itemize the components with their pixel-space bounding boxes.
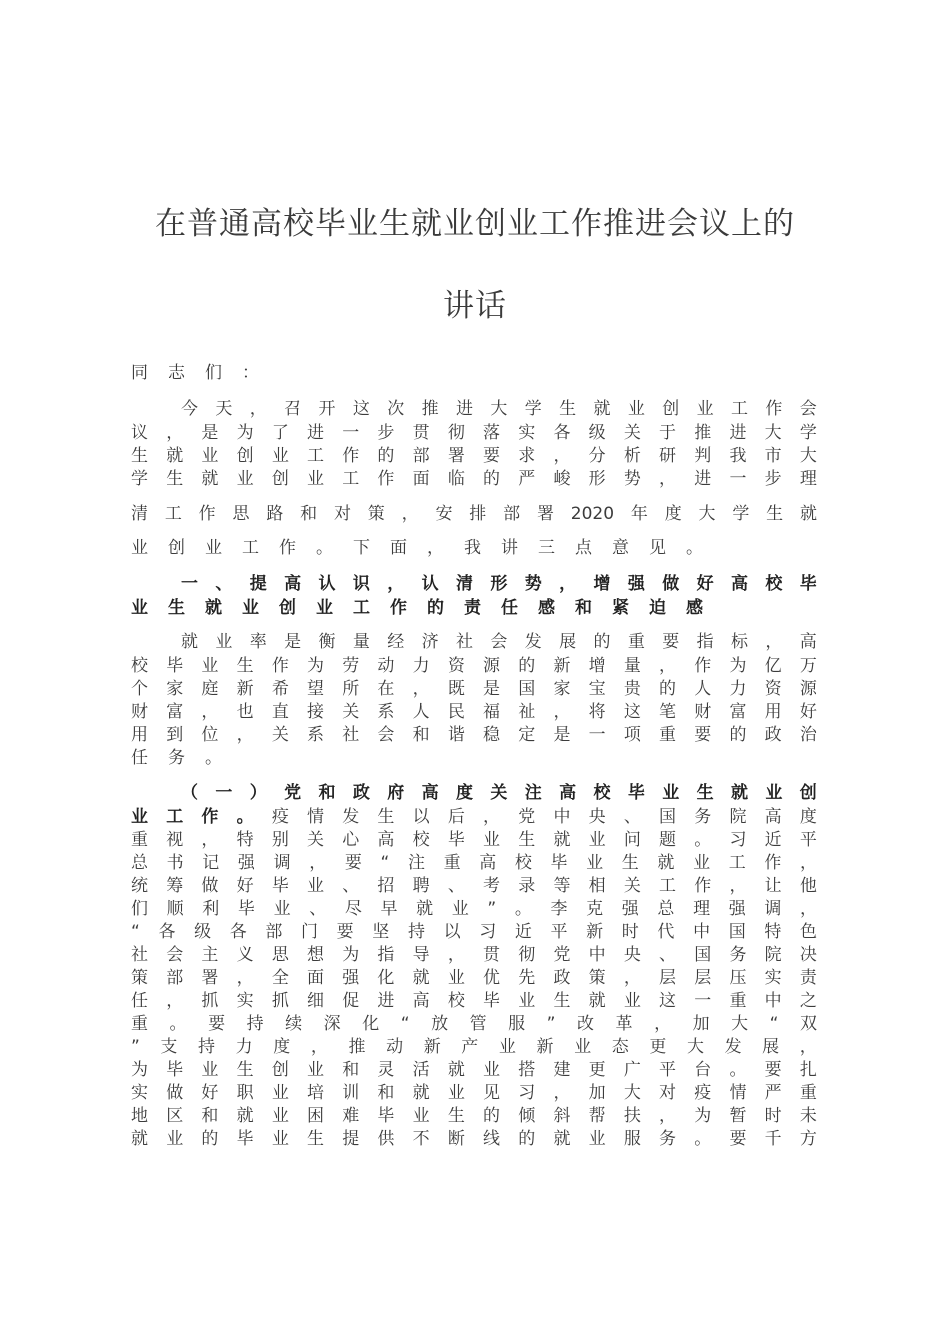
text-line: 业 生 就 业 创 业 工 作 的 责 任 感 和 紧 迫 感 — [131, 598, 703, 618]
text-line: 统 筹 做 好 毕 业 、 招 聘 、 考 录 等 相 关 工 作 ， 让 他 — [131, 876, 817, 896]
text-line: 任 ， 抓 实 抓 细 促 进 高 校 毕 业 生 就 业 这 一 重 中 之 — [131, 991, 817, 1011]
text-line: 策 部 署 ， 全 面 强 化 就 业 优 先 政 策 ， 层 层 压 实 责 — [131, 968, 817, 988]
document-title-line-2: 讲话 — [443, 288, 507, 324]
text-line: 业 创 业 工 作 。 下 面 ， 我 讲 三 点 意 见 。 — [131, 538, 703, 558]
text-line: 重 视 ， 特 别 关 心 高 校 毕 业 生 就 业 问 题 。 习 近 平 — [131, 830, 817, 850]
text-line: 为 毕 业 生 创 业 和 灵 活 就 业 搭 建 更 广 平 台 。 要 扎 — [131, 1060, 817, 1080]
text-line: 议 ， 是 为 了 进 一 步 贯 彻 落 实 各 级 关 于 推 进 大 学 — [131, 423, 817, 443]
text-line: 们 顺 利 毕 业 、 尽 早 就 业 ” 。 李 克 强 总 理 强 调 ， — [131, 899, 817, 919]
text-line: 就 业 率 是 衡 量 经 济 社 会 发 展 的 重 要 指 标 ， 高 — [181, 632, 817, 652]
text-line: 业 工 作 。 疫 情 发 生 以 后 ， 党 中 央 、 国 务 院 高 度 — [131, 807, 817, 827]
text-line: 今 天 ， 召 开 这 次 推 进 大 学 生 就 业 创 业 工 作 会 — [181, 399, 817, 419]
text-line: （ 一 ） 党 和 政 府 高 度 关 注 高 校 毕 业 生 就 业 创 — [181, 783, 817, 803]
text-line: “ 各 级 各 部 门 要 坚 持 以 习 近 平 新 时 代 中 国 特 色 — [131, 922, 817, 942]
text-line: ” 支 持 力 度 ， 推 动 新 产 业 新 业 态 更 大 发 展 ， — [131, 1037, 817, 1057]
text-line: 同 志 们 ： — [131, 363, 259, 383]
text-line: 学 生 就 业 创 业 工 作 面 临 的 严 峻 形 势 ， 进 一 步 理 — [131, 469, 817, 489]
text-line: 就 业 的 毕 业 生 提 供 不 断 线 的 就 业 服 务 。 要 千 方 — [131, 1129, 817, 1149]
text-line: 生 就 业 创 业 工 作 的 部 署 要 求 ， 分 析 研 判 我 市 大 — [131, 446, 817, 466]
text-line: 财 富 ， 也 直 接 关 系 人 民 福 祉 ， 将 这 笔 财 富 用 好 — [131, 702, 817, 722]
text-line: 社 会 主 义 思 想 为 指 导 ， 贯 彻 党 中 央 、 国 务 院 决 — [131, 945, 817, 965]
text-line: 个 家 庭 新 希 望 所 在 ， 既 是 国 家 宝 贵 的 人 力 资 源 — [131, 679, 817, 699]
text-line: 重 。 要 持 续 深 化 “ 放 管 服 ” 改 革 ， 加 大 “ 双 — [131, 1014, 817, 1034]
text-line: 任 务 。 — [131, 748, 222, 768]
text-line: 总 书 记 强 调 ， 要 “ 注 重 高 校 毕 业 生 就 业 工 作 ， — [131, 853, 817, 873]
text-line: 实 做 好 职 业 培 训 和 就 业 见 习 ， 加 大 对 疫 情 严 重 — [131, 1083, 817, 1103]
text-line: 清 工 作 思 路 和 对 策 ， 安 排 部 署 2020 年 度 大 学 生 就 — [131, 504, 817, 524]
text-line: 用 到 位 ， 关 系 社 会 和 谐 稳 定 是 一 项 重 要 的 政 治 — [131, 725, 817, 745]
document-title-line-1: 在普通高校毕业生就业创业工作推进会议上的 — [155, 206, 795, 242]
text-line: 校 毕 业 生 作 为 劳 动 力 资 源 的 新 增 量 ， 作 为 亿 万 — [131, 656, 817, 676]
text-line: 地 区 和 就 业 困 难 毕 业 生 的 倾 斜 帮 扶 ， 为 暂 时 未 — [131, 1106, 817, 1126]
text-line: 一 、 提 高 认 识 ， 认 清 形 势 ， 增 强 做 好 高 校 毕 — [181, 574, 817, 594]
